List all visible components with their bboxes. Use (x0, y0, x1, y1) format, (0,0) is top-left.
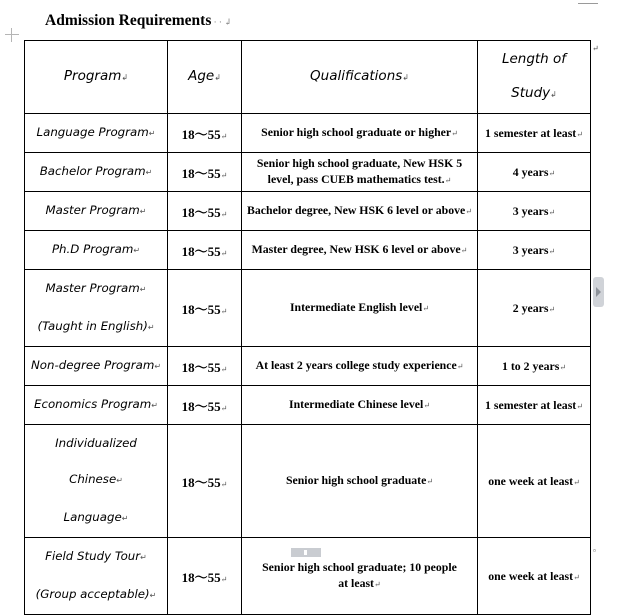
age-cell: 18～55↵ (168, 192, 242, 231)
length-cell: 1 semester at least↵ (478, 386, 591, 425)
program-cell (25, 425, 168, 538)
program-cell (25, 386, 168, 425)
qualifications-cell (242, 192, 478, 231)
qualification-text: At least 2 years college study experience↵ (255, 358, 464, 372)
program-name: Ph.D Program↵ (51, 242, 141, 256)
header-length-line1: Length of (501, 51, 567, 67)
length-cell: 4 years↵ (478, 153, 591, 192)
length-cell: 3 years↵ (478, 231, 591, 270)
program-cell (25, 231, 168, 270)
cell-end-mark: ▫ (593, 546, 596, 555)
header-length-line2: Study (511, 85, 551, 101)
table-row (25, 192, 591, 231)
program-name: Language↵ (63, 510, 129, 524)
table-resize-handle[interactable] (291, 548, 321, 557)
length-cell: 2 years↵ (478, 270, 591, 347)
program-name: Economics Program↵ (34, 397, 158, 411)
program-name: Master Program↵ (45, 281, 147, 295)
side-scroll-tab[interactable] (593, 277, 604, 307)
qualification-text: Master degree, New HSK 6 level or above↵ (251, 242, 468, 256)
table-row (25, 153, 591, 192)
table-row (25, 231, 591, 270)
qualification-text: Senior high school graduate↵ (285, 473, 434, 487)
requirements-table (24, 40, 591, 615)
qualifications-cell (242, 386, 478, 425)
table-row (25, 114, 591, 153)
page-edge-line (578, 0, 598, 4)
program-name: (Group acceptable)↵ (35, 587, 157, 601)
program-name: Bachelor Program↵ (39, 164, 153, 178)
qualification-text: Intermediate Chinese level↵ (288, 397, 431, 411)
document-title-text: Admission Requirements (45, 12, 212, 29)
program-cell (25, 347, 168, 386)
length-cell: one week at least↵ (478, 425, 591, 538)
length-cell: one week at least↵ (478, 538, 591, 615)
age-cell: 18～55↵ (168, 270, 242, 347)
paragraph-marks: · · ↲ (211, 17, 232, 27)
page-corner-marker (5, 28, 19, 42)
table-row (25, 270, 591, 347)
qualification-text: Bachelor degree, New HSK 6 level or above↵ (247, 203, 472, 217)
program-name: Field Study Tour↵ (45, 549, 147, 563)
header-age: Age↲ (168, 41, 242, 114)
age-cell: 18～55↵ (168, 231, 242, 270)
program-name: Individualized Chinese↵ (55, 436, 137, 486)
age-cell: 18～55↵ (168, 347, 242, 386)
age-cell: 18～55↵ (168, 425, 242, 538)
qualifications-cell (242, 347, 478, 386)
header-program: Program↲ (25, 41, 168, 114)
table-row (25, 425, 591, 538)
program-name: Non-degree Program↵ (30, 358, 162, 372)
length-cell: 1 semester at least↵ (478, 114, 591, 153)
program-cell (25, 192, 168, 231)
program-name: (Taught in English)↵ (37, 319, 155, 333)
qualification-text: Senior high school graduate; 10 people (262, 560, 457, 574)
qualifications-cell (242, 114, 478, 153)
program-cell (25, 270, 168, 347)
qualification-text: Senior high school graduate or higher↵ (261, 125, 458, 139)
qualification-text: Intermediate English level↵ (289, 300, 430, 314)
qualifications-cell (242, 538, 478, 615)
qualification-text: Senior high school graduate, New HSK 5 (256, 156, 463, 170)
qualification-text: level, pass CUEB mathematics test.↵ (267, 172, 452, 186)
qualifications-cell (242, 231, 478, 270)
header-length-of-study: Length of Study↲ (478, 41, 591, 114)
document-title (45, 12, 232, 30)
program-cell (25, 153, 168, 192)
age-cell: 18～55↵ (168, 114, 242, 153)
table-row (25, 386, 591, 425)
program-cell (25, 538, 168, 615)
table-header-row (25, 41, 591, 114)
age-cell: 18～55↵ (168, 153, 242, 192)
cell-end-mark: ↵ (592, 44, 599, 53)
length-cell: 1 to 2 years↵ (478, 347, 591, 386)
table-row (25, 347, 591, 386)
age-cell: 18～55↵ (168, 538, 242, 615)
qualifications-cell (242, 270, 478, 347)
qualification-text: at least↵ (338, 576, 381, 590)
qualifications-cell (242, 153, 478, 192)
age-cell: 18～55↵ (168, 386, 242, 425)
length-cell: 3 years↵ (478, 192, 591, 231)
qualifications-cell (242, 425, 478, 538)
program-name: Language Program↵ (36, 125, 156, 139)
table-body (25, 114, 591, 615)
program-name: Master Program↵ (45, 203, 147, 217)
program-cell (25, 114, 168, 153)
header-qualifications: Qualifications↲ (242, 41, 478, 114)
